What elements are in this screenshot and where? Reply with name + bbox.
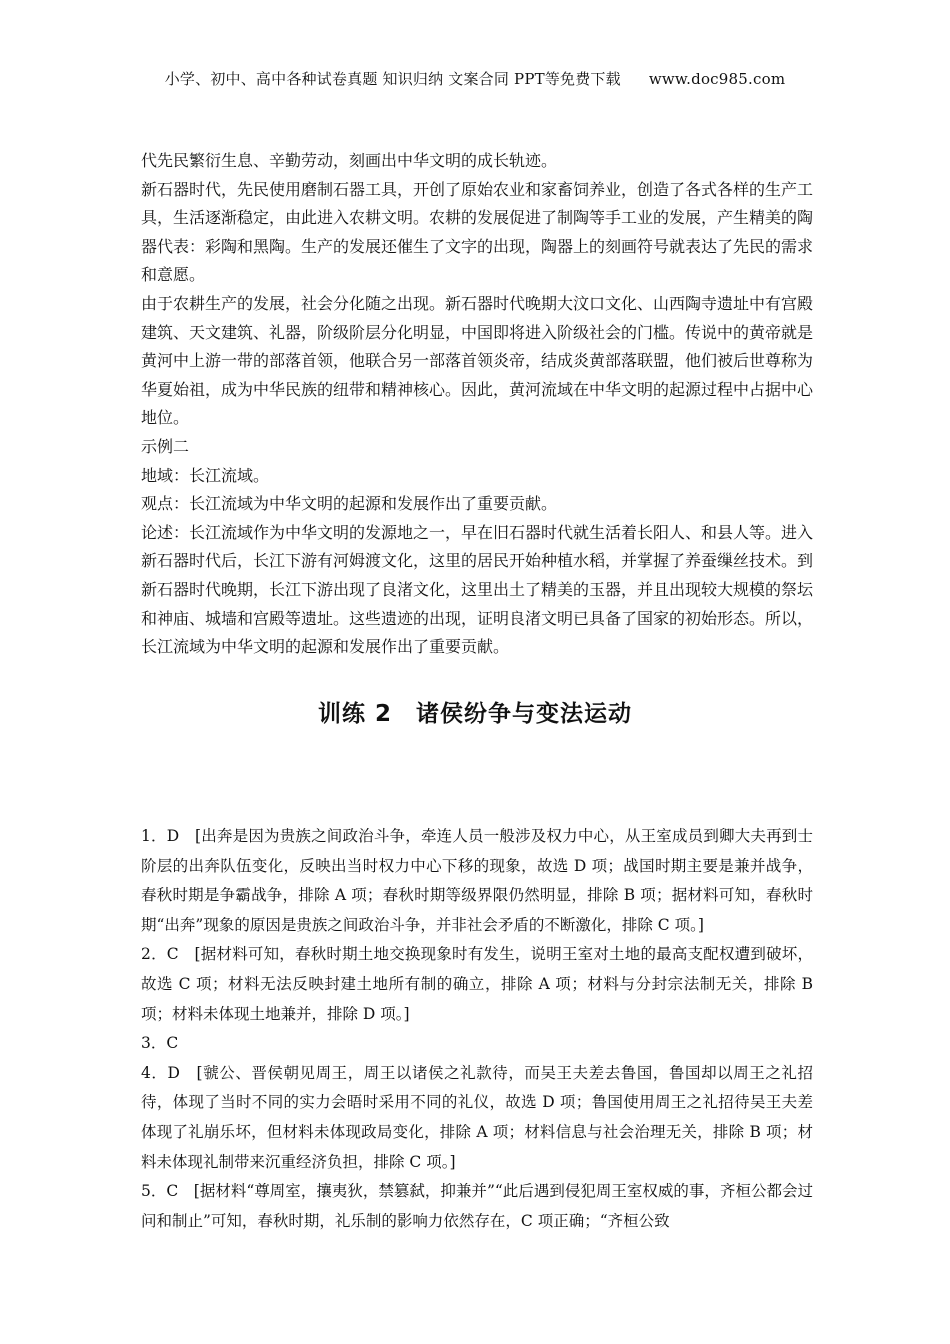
answer-item: 5．C [据材料“尊周室，攘夷狄，禁篡弑，抑兼并”“此后遇到侵犯周王室权威的事，齐桓公都会过问和制止”可知，春秋时期，礼乐制的影响力依然存在，C 项正确；“齐桓公致	[141, 1182, 813, 1230]
answer-item: 4．D [虢公、晋侯朝见周王，周王以诸侯之礼款待，而吴王夫差去鲁国，鲁国却以周王之礼招待，体现了当时不同的实力会晤时采用不同的礼仪，故选 D 项；鲁国使用周王之礼招待吴王夫差体现了礼崩乐坏，但材料未体现政局变化，排除 A 项；材料信息与社会治理无关，排除 B 项；材料未体现礼制带来沉重经济负担，排除 C 项。]	[141, 1063, 813, 1171]
header-text: 小学、初中、高中各种试卷真题 知识归纳 文案合同 PPT等免费下载	[164, 70, 621, 88]
region-line: 地域：长江流域。	[141, 465, 270, 485]
essay-paragraph: 由于农耕生产的发展，社会分化随之出现。新石器时代晚期大汶口文化、山西陶寺遗址中有宫殿建筑、天文建筑、礼器，阶级阶层分化明显，中国即将进入阶级社会的门槛。传说中的黄帝就是黄河中上游一带的部落首领，他联合另一部落首领炎帝，结成炎黄部落联盟，他们被后世尊称为华夏始祖，成为中华民族的纽带和精神核心。因此，黄河流域在中华文明的起源过程中占据中心地位。	[141, 293, 814, 428]
argument-paragraph: 论述：长江流域作为中华文明的发源地之一，早在旧石器时代就生活着长阳人、和县人等。进入新石器时代后，长江下游有河姆渡文化，这里的居民开始种植水稻，并掌握了养蚕缫丝技术。到新石器时代晚期，长江下游出现了良渚文化，这里出土了精美的玉器，并且出现较大规模的祭坛和神庙、城墙和宫殿等遗址。这些遗迹的出现，证明良渚文明已具备了国家的初始形态。所以，长江流域为中华文明的起源和发展作出了重要贡献。	[141, 522, 814, 657]
page-header	[0, 68, 950, 89]
answer-item: 2．C [据材料可知，春秋时期土地交换现象时有发生，说明王室对土地的最高支配权遭到破坏，故选 C 项；材料无法反映封建土地所有制的确立，排除 A 项；材料与分封宗法制无关，排除 B 项；材料未体现土地兼并，排除 D 项。]	[141, 945, 813, 1023]
essay-paragraph: 代先民繁衍生息、辛勤劳动，刻画出中华文明的成长轨迹。	[141, 151, 558, 170]
answer-item: 3．C	[141, 1034, 179, 1053]
section-title: 训练 2 诸侯纷争与变法运动	[317, 701, 632, 727]
essay-paragraph: 新石器时代，先民使用磨制石器工具，开创了原始农业和家畜饲养业，创造了各式各样的生产工具，生活逐渐稳定，由此进入农耕文明。农耕的发展促进了制陶等手工业的发展，产生精美的陶器代表：彩陶和黑陶。生产的发展还催生了文字的出现，陶器上的刻画符号就表达了先民的需求和意愿。	[141, 179, 814, 285]
answer-item: 1．D [出奔是因为贵族之间政治斗争，牵连人员一般涉及权力中心，从王室成员到卿大夫再到士阶层的出奔队伍变化，反映出当时权力中心下移的现象，故选 D 项；战国时期主要是兼并战争，春秋时期是争霸战争，排除 A 项；春秋时期等级界限仍然明显，排除 B 项；据材料可知，春秋时期“出奔”现象的原因是贵族之间政治斗争，并非社会矛盾的不断激化，排除 C 项。]	[141, 827, 813, 934]
example-label: 示例二	[141, 436, 190, 456]
viewpoint-line: 观点：长江流域为中华文明的起源和发展作出了重要贡献。	[141, 494, 558, 514]
header-site-link[interactable]: www.doc985.com	[648, 70, 786, 88]
essay-body	[141, 147, 813, 662]
answer-list	[141, 822, 813, 1236]
